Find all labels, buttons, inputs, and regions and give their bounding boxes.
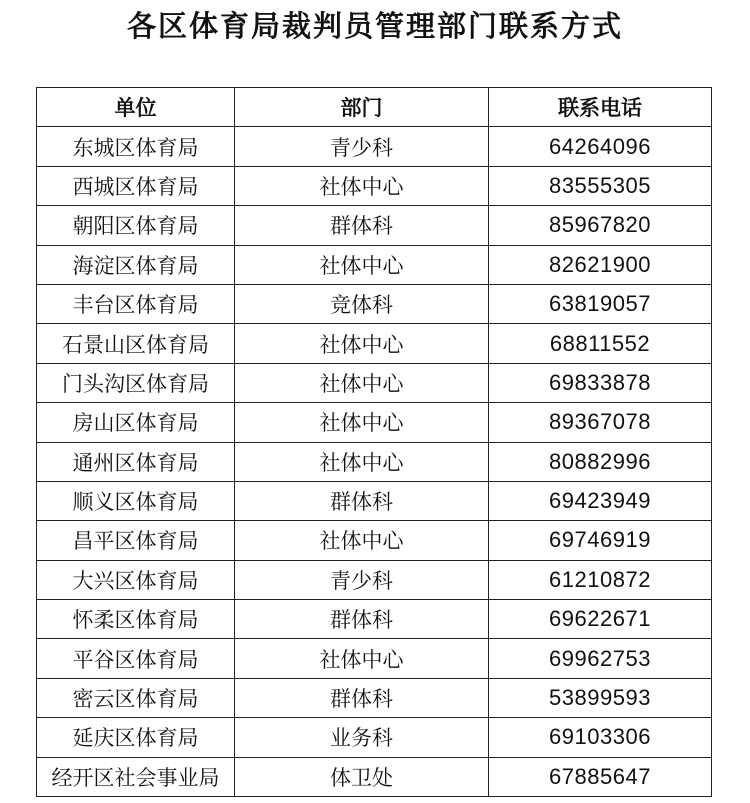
- table-row: [37, 521, 712, 560]
- table-row: [37, 245, 712, 284]
- table-row: [37, 442, 712, 481]
- unit-cell: 经开区社会事业局: [37, 757, 235, 796]
- unit-cell: 昌平区体育局: [37, 521, 235, 560]
- unit-cell: 西城区体育局: [37, 166, 235, 205]
- department-cell: 竞体科: [235, 284, 489, 323]
- department-cell: 社体中心: [235, 521, 489, 560]
- table-header: [37, 88, 712, 127]
- phone-cell: 61210872: [489, 560, 712, 599]
- phone-cell: 69622671: [489, 600, 712, 639]
- table-row: [37, 284, 712, 323]
- unit-cell: 大兴区体育局: [37, 560, 235, 599]
- unit-cell: 顺义区体育局: [37, 481, 235, 520]
- department-cell: 青少科: [235, 560, 489, 599]
- department-cell: 社体中心: [235, 166, 489, 205]
- unit-cell: 石景山区体育局: [37, 324, 235, 363]
- phone-cell: 53899593: [489, 678, 712, 717]
- phone-cell: 85967820: [489, 206, 712, 245]
- unit-cell: 平谷区体育局: [37, 639, 235, 678]
- table-row: [37, 757, 712, 796]
- table-body: [37, 127, 712, 797]
- department-cell: 体卫处: [235, 757, 489, 796]
- phone-cell: 69423949: [489, 481, 712, 520]
- table-row: [37, 600, 712, 639]
- phone-cell: 82621900: [489, 245, 712, 284]
- department-cell: 社体中心: [235, 403, 489, 442]
- department-cell: 业务科: [235, 718, 489, 757]
- unit-cell: 丰台区体育局: [37, 284, 235, 323]
- phone-cell: 89367078: [489, 403, 712, 442]
- phone-cell: 69962753: [489, 639, 712, 678]
- header-row: [37, 88, 712, 127]
- table-row: [37, 324, 712, 363]
- unit-cell: 海淀区体育局: [37, 245, 235, 284]
- department-cell: 社体中心: [235, 324, 489, 363]
- department-cell: 社体中心: [235, 442, 489, 481]
- phone-cell: 64264096: [489, 127, 712, 166]
- table-row: [37, 363, 712, 402]
- department-cell: 社体中心: [235, 639, 489, 678]
- table-row: [37, 166, 712, 205]
- table-row: [37, 678, 712, 717]
- unit-cell: 怀柔区体育局: [37, 600, 235, 639]
- phone-cell: 69746919: [489, 521, 712, 560]
- column-header-unit: 单位: [37, 88, 235, 127]
- phone-cell: 69103306: [489, 718, 712, 757]
- page-title: 各区体育局裁判员管理部门联系方式: [126, 9, 623, 43]
- contact-table: [36, 87, 712, 797]
- table-row: [37, 403, 712, 442]
- unit-cell: 房山区体育局: [37, 403, 235, 442]
- phone-cell: 69833878: [489, 363, 712, 402]
- table-row: [37, 718, 712, 757]
- unit-cell: 密云区体育局: [37, 678, 235, 717]
- table-row: [37, 206, 712, 245]
- department-cell: 社体中心: [235, 363, 489, 402]
- unit-cell: 门头沟区体育局: [37, 363, 235, 402]
- department-cell: 青少科: [235, 127, 489, 166]
- table-row: [37, 639, 712, 678]
- unit-cell: 通州区体育局: [37, 442, 235, 481]
- department-cell: 群体科: [235, 206, 489, 245]
- table-row: [37, 481, 712, 520]
- phone-cell: 67885647: [489, 757, 712, 796]
- phone-cell: 83555305: [489, 166, 712, 205]
- phone-cell: 63819057: [489, 284, 712, 323]
- column-header-department: 部门: [235, 88, 489, 127]
- column-header-phone: 联系电话: [489, 88, 712, 127]
- phone-cell: 68811552: [489, 324, 712, 363]
- phone-cell: 80882996: [489, 442, 712, 481]
- unit-cell: 东城区体育局: [37, 127, 235, 166]
- department-cell: 群体科: [235, 481, 489, 520]
- department-cell: 社体中心: [235, 245, 489, 284]
- table-row: [37, 560, 712, 599]
- unit-cell: 朝阳区体育局: [37, 206, 235, 245]
- department-cell: 群体科: [235, 600, 489, 639]
- department-cell: 群体科: [235, 678, 489, 717]
- table-row: [37, 127, 712, 166]
- unit-cell: 延庆区体育局: [37, 718, 235, 757]
